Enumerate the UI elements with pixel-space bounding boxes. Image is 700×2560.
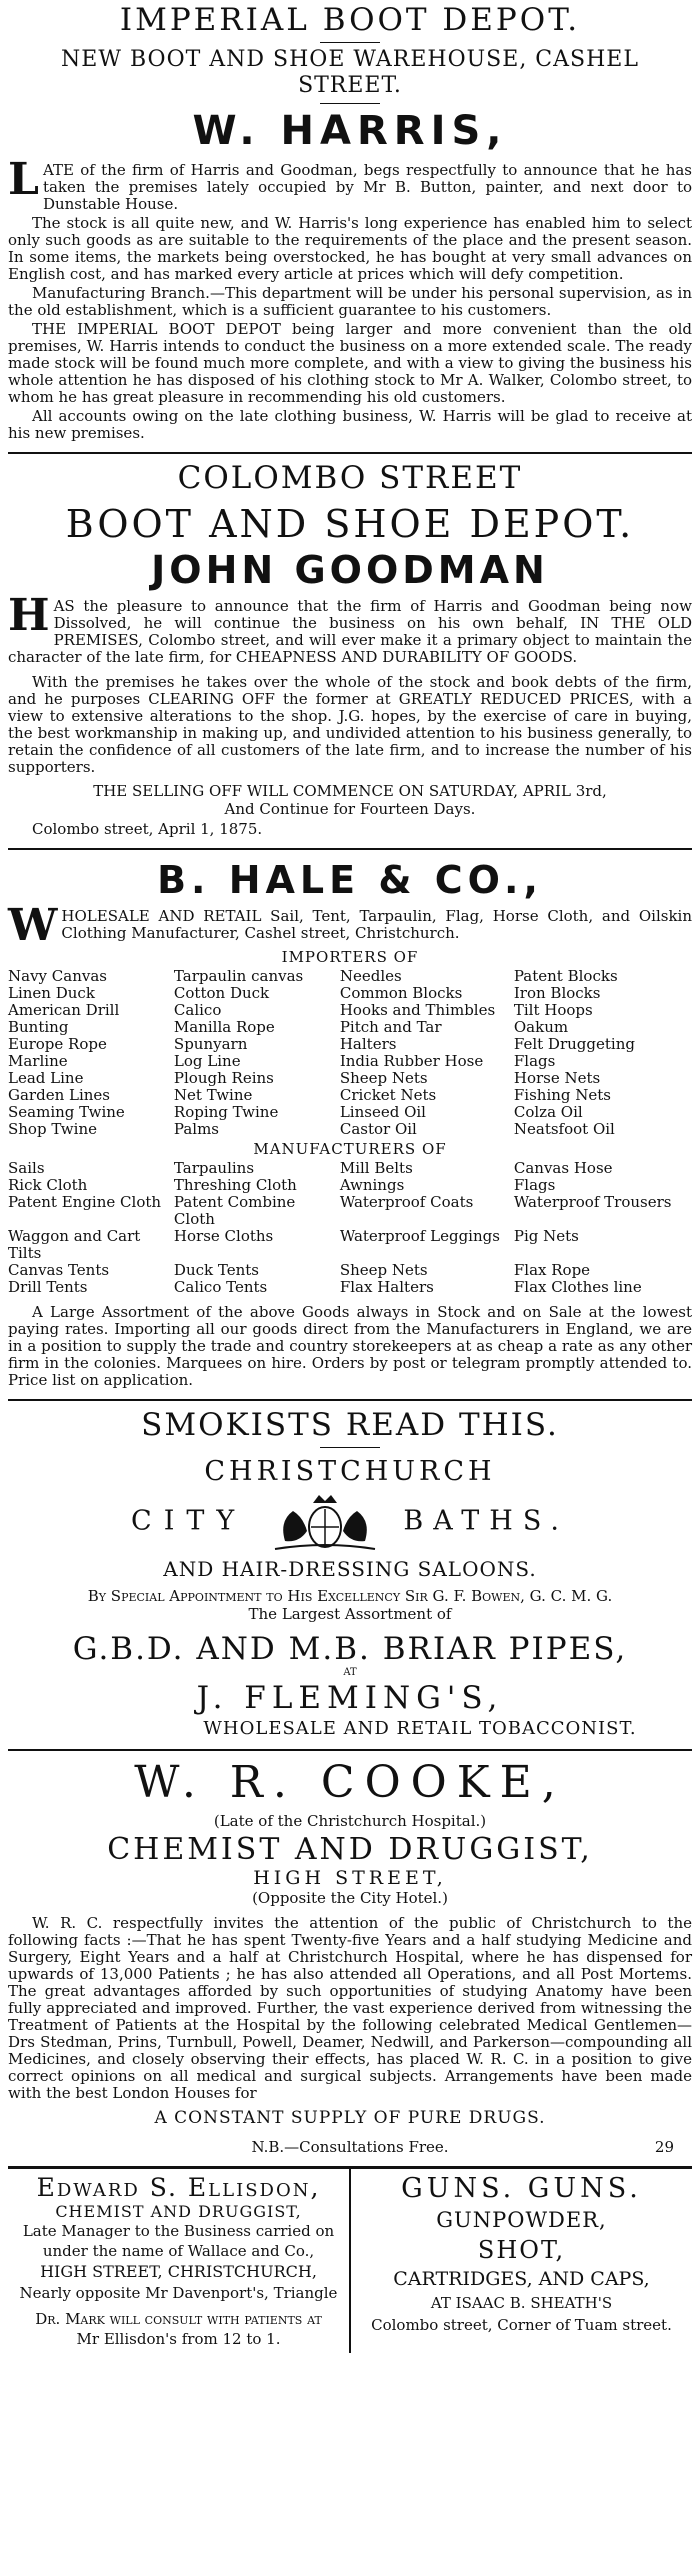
list-item: Linseed Oil (339, 1103, 426, 1121)
ad6-line-4: HIGH STREET, CHRISTCHURCH, (40, 2262, 317, 2281)
list-item: Cricket Nets (339, 1086, 437, 1104)
list-item: Sheep Nets (339, 1261, 428, 1279)
list-item: Calico Tents (173, 1278, 268, 1296)
list-item: Flags (513, 1052, 556, 1070)
list-item: Europe Rope (8, 1035, 107, 1053)
list-item: Mill Belts (339, 1159, 413, 1177)
list-item: Cotton Duck (173, 984, 270, 1002)
ad-imperial-boot-depot (8, 2, 692, 442)
ad4-city-baths-row (8, 1491, 692, 1553)
importers-list (8, 968, 692, 1138)
list-item: Roping Twine (173, 1103, 279, 1121)
list-item: Waterproof Coats (339, 1193, 474, 1211)
ad1-paragraph-3: Manufacturing Branch.—This department will be under his personal supervision, as in the old establishment, which is a sufficient guarantee to his customers. (8, 284, 692, 319)
ad4-line-5: The Largest Assortment of (248, 1605, 452, 1623)
ad2-signature: Colombo street, April 1, 1875. (32, 820, 263, 838)
ad1-paragraph-5: All accounts owing on the late clothing business, W. Harris will be glad to receive at his new premises. (8, 407, 692, 442)
list-item: Flax Halters (339, 1278, 434, 1296)
ad2-paragraph-1: HAS the pleasure to announce that the firm of Harris and Goodman being now Dissolved, he will continue the business on his own behalf, IN THE OLD PREMISES, Colombo street, and will ever make it a primary object to maintain the character of the late firm, for CHEAPNESS AND DURABILITY OF GOODS. (8, 590, 692, 666)
list-item: Fishing Nets (513, 1086, 611, 1104)
ad4-line-2a: CITY (131, 1505, 247, 1537)
ad5-line-6: N.B.—Consultations Free. (251, 2138, 449, 2156)
ad2-paragraph-3: THE SELLING OFF WILL COMMENCE ON SATURDAY, APRIL 3rd, (93, 782, 607, 800)
list-item: Palms (173, 1120, 220, 1138)
list-item: Marline (8, 1052, 68, 1070)
page-number: 29 (654, 2138, 674, 2156)
list-item: Garden Lines (8, 1086, 110, 1104)
list-item: Waterproof Trousers (513, 1193, 672, 1211)
list-item: Rick Cloth (8, 1176, 88, 1194)
ad2-title-2: BOOT AND SHOE DEPOT. (65, 502, 635, 546)
ad3-importers-heading: IMPORTERS OF (281, 948, 419, 966)
list-item: Net Twine (173, 1086, 253, 1104)
list-item: Needles (339, 967, 402, 985)
ad7-line-1: GUNPOWDER, (436, 2208, 607, 2232)
ad5-paragraph-1: W. R. C. respectfully invites the attention of the public of Christchurch to the following facts :—That he has spent Twenty-five Years and a half studying Medicine and Surgery, Eight Years and a half at Christchurch Hospital, where he has dispensed for upwards of 13,000 Patients ; he has also attended all Operations, and all Post Mortems. The great advantages afforded by such opportunities of studying Anatomy have been fully appreciated and improved. Further, the vast experience derived from witnessing the Treatment of Patients at the Hospital by the following celebrated Medical Gentlemen—Drs Stedman, Prins, Turnbull, Powell, Deamer, Nedwill, and Parkerson—compounding all Medicines, and closely observing their effects, has placed W. R. C. in a position to give correct opinions on all medical and surgical subjects. Arrangements have been made with the best London Houses for (8, 1914, 692, 2102)
list-item: Pig Nets (513, 1227, 579, 1245)
ad-hale-and-co (8, 858, 692, 1389)
list-item: Waggon and Cart Tilts (8, 1227, 141, 1262)
list-item: Castor Oil (339, 1120, 417, 1138)
ad6-line-2: Late Manager to the Business carried on (22, 2222, 335, 2240)
ad7-title: GUNS. GUNS. (401, 2173, 642, 2204)
ad5-line-5: A CONSTANT SUPPLY OF PURE DRUGS. (154, 2108, 546, 2128)
ad-colombo-boot-depot (8, 460, 692, 838)
list-item: Neatsfoot Oil (513, 1120, 615, 1138)
list-item: Canvas Hose (513, 1159, 613, 1177)
list-item: Lead Line (8, 1069, 84, 1087)
ad3-name: B. HALE & CO., (157, 858, 543, 902)
ad-sheath-guns (349, 2169, 692, 2353)
ad1-name: W. HARRIS, (192, 108, 508, 154)
list-item: Patent Blocks (513, 967, 618, 985)
list-item: Tarpaulins (173, 1159, 255, 1177)
list-item: Horse Nets (513, 1069, 601, 1087)
ad4-title: SMOKISTS READ THIS. (141, 1407, 559, 1443)
ad4-line-1: CHRISTCHURCH (204, 1456, 496, 1487)
ad2-title-1: COLOMBO STREET (177, 460, 523, 496)
ad3-paragraph-1: WHOLESALE AND RETAIL Sail, Tent, Tarpaulin, Flag, Horse Cloth, and Oilskin Clothing Manufacturer, Cashel street, Christchurch. (8, 900, 692, 951)
royal-coat-of-arms-icon (255, 1491, 395, 1553)
list-item: Awnings (339, 1176, 405, 1194)
ad7-line-4: AT ISAAC B. SHEATH'S (430, 2294, 613, 2312)
list-item: Flags (513, 1176, 556, 1194)
list-item: Canvas Tents (8, 1261, 110, 1279)
list-item: Tarpaulin canvas (173, 967, 304, 985)
list-item: Flax Rope (513, 1261, 591, 1279)
ad6-line-6: Dr. Mark will consult with patients at (35, 2310, 322, 2328)
list-item: Plough Reins (173, 1069, 274, 1087)
list-item: Bunting (8, 1018, 69, 1036)
ad4-line-7: AT (343, 1667, 357, 1678)
list-item: Drill Tents (8, 1278, 88, 1296)
list-item: Seaming Twine (8, 1103, 125, 1121)
list-item: Iron Blocks (513, 984, 601, 1002)
list-item: Navy Canvas (8, 967, 107, 985)
ad4-line-2b: BATHS. (403, 1505, 569, 1537)
list-item: Hooks and Thimbles (339, 1001, 496, 1019)
list-item: Patent Engine Cloth (8, 1193, 162, 1211)
list-item: Flax Clothes line (513, 1278, 642, 1296)
list-item: Pitch and Tar (339, 1018, 442, 1036)
ad5-line-1: (Late of the Christchurch Hospital.) (213, 1812, 487, 1830)
ad4-line-6: G.B.D. AND M.B. BRIAR PIPES, (72, 1631, 628, 1667)
list-item: Halters (339, 1035, 397, 1053)
ad2-paragraph-2: With the premises he takes over the whole of the stock and book debts of the firm, and he purposes CLEARING OFF the former at GREATLY REDUCED PRICES, with a view to extensive alterations to the shop. J.G. hopes, by the exercise of care in buying, the best workmanship in making up, and undivided attention to his business generally, to retain the confidence of all customers of the late firm, and to increase the number of his supporters. (8, 673, 692, 776)
list-item: Threshing Cloth (173, 1176, 297, 1194)
list-item: Horse Cloths (173, 1227, 274, 1245)
ad2-name: JOHN GOODMAN (151, 548, 549, 592)
list-item: Manilla Rope (173, 1018, 275, 1036)
list-item: Duck Tents (173, 1261, 259, 1279)
ad5-line-2: CHEMIST AND DRUGGIST, (107, 1832, 593, 1867)
ad5-name: W. R. COOKE, (134, 1757, 566, 1808)
ad4-line-9: WHOLESALE AND RETAIL TOBACCONIST. (203, 1718, 637, 1739)
ad6-line-7: Mr Ellisdon's from 12 to 1. (76, 2330, 281, 2348)
ad7-line-3: CARTRIDGES, AND CAPS, (393, 2268, 650, 2290)
list-item: Waterproof Leggings (339, 1227, 500, 1245)
ad7-line-5: Colombo street, Corner of Tuam street. (371, 2316, 672, 2334)
ad1-paragraph-2: The stock is all quite new, and W. Harris's long experience has enabled him to select only such goods as are suitable to the requirements of the place and the present season. In some items, the markets being overstocked, he has bought at very small advances on English cost, and has marked every article at prices which will defy competition. (8, 214, 692, 283)
ad4-line-4: By Special Appointment to His Excellency Sir G. F. Bowen, G. C. M. G. (87, 1587, 613, 1605)
list-item: Colza Oil (513, 1103, 583, 1121)
newspaper-page (0, 2, 700, 2560)
ad6-line-5: Nearly opposite Mr Davenport's, Triangle (19, 2284, 338, 2302)
list-item: Linen Duck (8, 984, 95, 1002)
list-item: Sails (8, 1159, 45, 1177)
bottom-columns (8, 2168, 692, 2353)
list-item: Shop Twine (8, 1120, 97, 1138)
ad2-paragraph-4: And Continue for Fourteen Days. (224, 800, 476, 818)
ad5-line-4: (Opposite the City Hotel.) (252, 1889, 448, 1907)
list-item: Patent Combine Cloth (173, 1193, 296, 1228)
ad4-line-3: AND HAIR-DRESSING SALOONS. (163, 1557, 537, 1581)
ad5-line-3: HIGH STREET, (253, 1867, 447, 1889)
ad7-line-2: SHOT, (477, 2236, 566, 2264)
ad6-line-3: under the name of Wallace and Co., (42, 2242, 315, 2260)
list-item: India Rubber Hose (339, 1052, 484, 1070)
manufacturers-list (8, 1160, 692, 1296)
list-item: Spunyarn (173, 1035, 248, 1053)
ad4-line-8: J. FLEMING'S, (196, 1680, 504, 1716)
list-item: Log Line (173, 1052, 241, 1070)
ad6-name: Edward S. Ellisdon, (36, 2173, 321, 2202)
ad1-paragraph-4: THE IMPERIAL BOOT DEPOT being larger and more convenient than the old premises, W. Harris intends to conduct the business on a more extended scale. The ready made stock will be found much more complete, and with a view to giving the business his whole attention he has disposed of his clothing stock to Mr A. Walker, Colombo street, to whom he has great pleasure in recommending his old customers. (8, 320, 692, 406)
ad5-footer (8, 2138, 692, 2158)
list-item: Calico (173, 1001, 222, 1019)
list-item: Tilt Hoops (513, 1001, 593, 1019)
ad6-line-1: CHEMIST AND DRUGGIST, (55, 2202, 302, 2221)
ad-fleming-tobacconist (8, 1407, 692, 1739)
list-item: Common Blocks (339, 984, 463, 1002)
list-item: Sheep Nets (339, 1069, 428, 1087)
ad1-title: IMPERIAL BOOT DEPOT. (119, 2, 581, 38)
list-item: Oakum (513, 1018, 569, 1036)
list-item: American Drill (8, 1001, 120, 1019)
ad1-paragraph-1: LATE of the firm of Harris and Goodman, begs respectfully to announce that he has taken the premises lately occupied by Mr B. Button, painter, and next door to Dunstable House. (8, 154, 692, 213)
ad-ellisdon-chemist (8, 2169, 349, 2353)
ad3-manufacturers-heading: MANUFACTURERS OF (253, 1140, 447, 1158)
ad-cooke-chemist (8, 1757, 692, 2158)
list-item: Felt Druggeting (513, 1035, 635, 1053)
ad1-subtitle: NEW BOOT AND SHOE WAREHOUSE, CASHEL STREET. (61, 47, 639, 98)
ad3-paragraph-2: A Large Assortment of the above Goods always in Stock and on Sale at the lowest paying rates. Importing all our goods direct from the Manufacturers in England, we are in a position to supply the trade and country storekeepers at as cheap a rate as any other firm in the colonies. Marquees on hire. Orders by post or telegram promptly attended to. Price list on application. (8, 1303, 692, 1389)
